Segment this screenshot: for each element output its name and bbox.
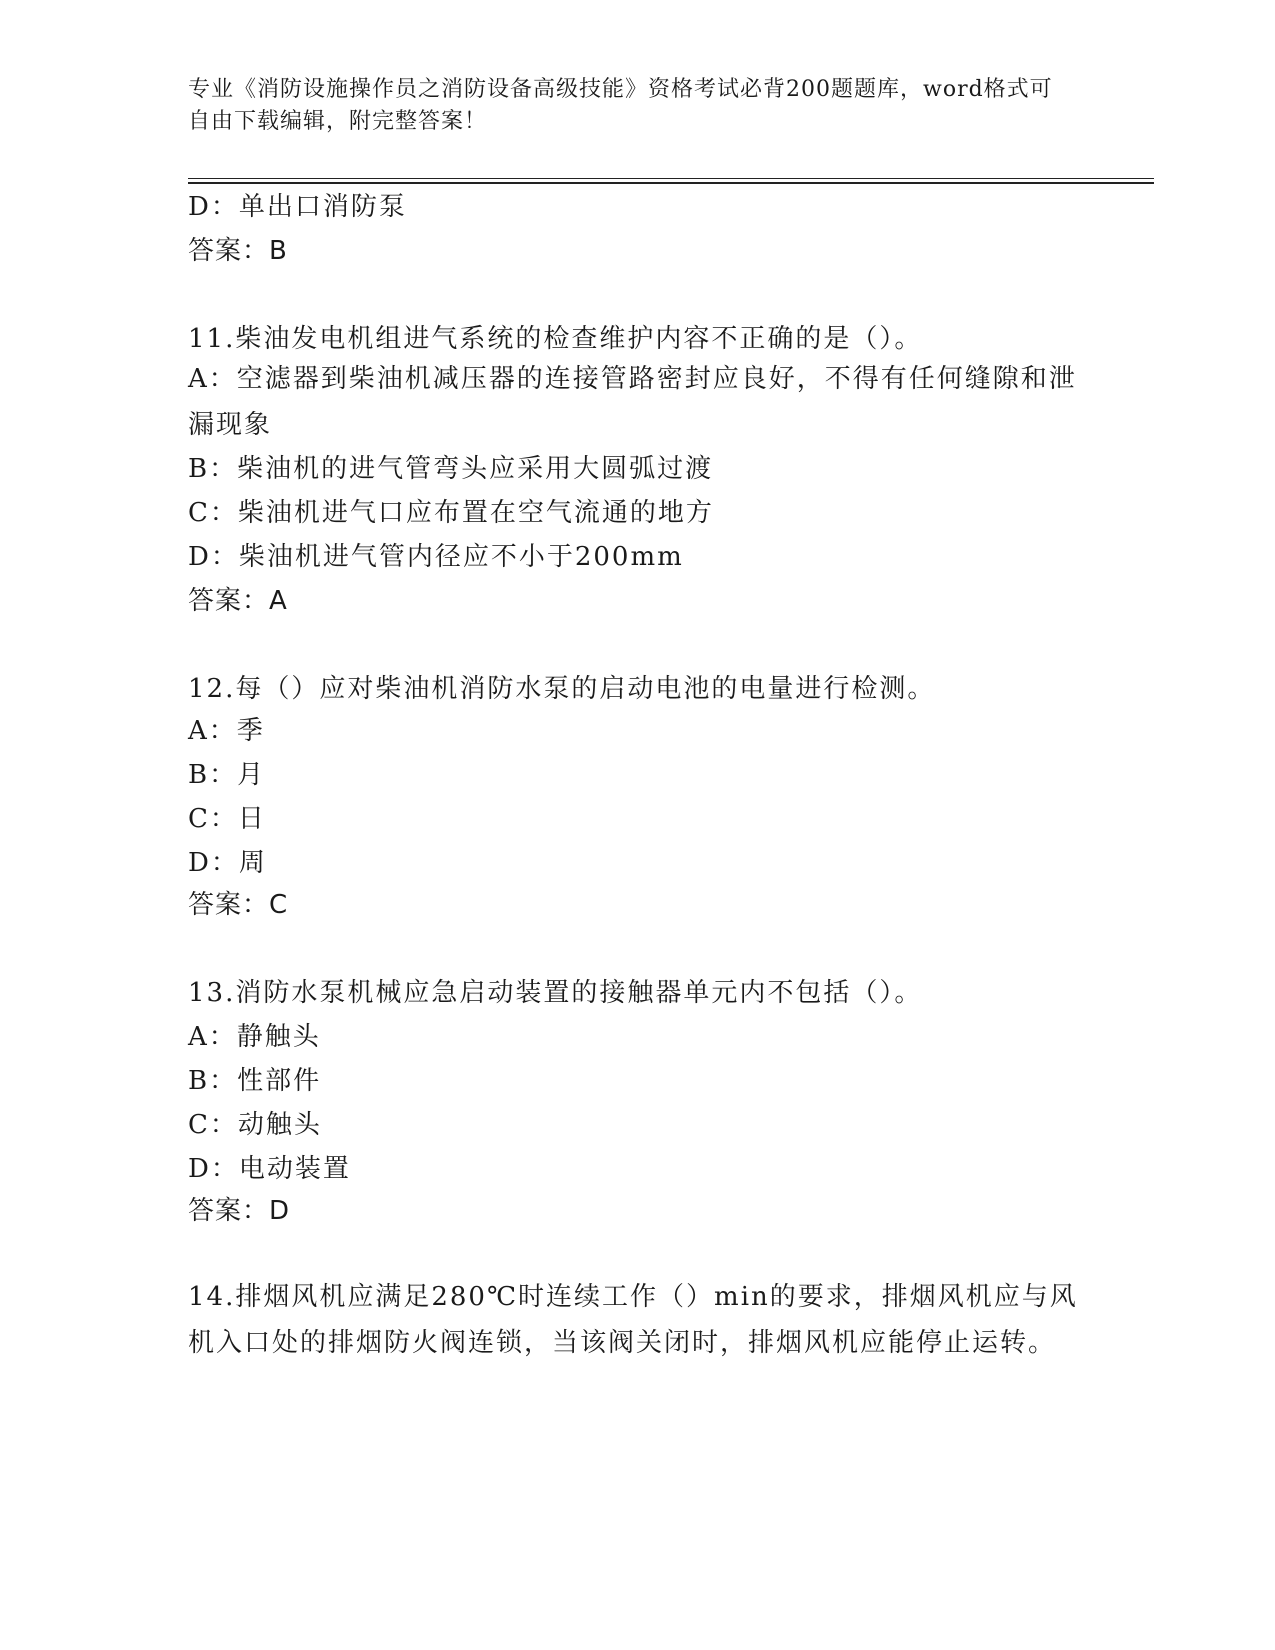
q11-option-a: A：空滤器到柴油机减压器的连接管路密封应良好，不得有任何缝隙和泄漏现象 (188, 364, 1077, 440)
document-header: 专业《消防设施操作员之消防设备高级技能》资格考试必背200题题库，word格式可自由下载编辑，附完整答案！ (188, 77, 1053, 134)
q12-option-c: C：日 (188, 804, 266, 834)
q13-answer: 答案：D (188, 1196, 291, 1226)
q12-option-b: B：月 (188, 760, 266, 790)
q10-answer: 答案：B (188, 236, 288, 266)
q10-option-d: D：单出口消防泵 (188, 192, 407, 222)
q14-question: 14.排烟风机应满足280℃时连续工作（）min的要求，排烟风机应与风机入口处的排烟防火阀连锁，当该阀关闭时，排烟风机应能停止运转。 (188, 1282, 1078, 1358)
q11-option-c: C：柴油机进气口应布置在空气流通的地方 (188, 498, 714, 528)
q11-option-b: B：柴油机的进气管弯头应采用大圆弧过渡 (188, 454, 714, 484)
q11-option-d: D：柴油机进气管内径应不小于200mm (188, 542, 684, 572)
q12-question: 12.每（）应对柴油机消防水泵的启动电池的电量进行检测。 (188, 674, 936, 704)
q11-answer: 答案：A (188, 586, 288, 616)
q13-option-b: B：性部件 (188, 1066, 322, 1096)
q13-question: 13.消防水泵机械应急启动装置的接触器单元内不包括（）。 (188, 978, 923, 1008)
header-divider-top (188, 178, 1154, 179)
q13-option-c: C：动触头 (188, 1110, 322, 1140)
q12-option-a: A：季 (188, 716, 265, 746)
q13-option-a: A：静触头 (188, 1022, 321, 1052)
q13-option-d: D：电动装置 (188, 1154, 351, 1184)
q12-option-d: D：周 (188, 848, 267, 878)
q11-question: 11.柴油发电机组进气系统的检查维护内容不正确的是（）。 (188, 324, 923, 354)
q12-answer: 答案：C (188, 890, 289, 920)
header-divider-bottom (188, 182, 1154, 184)
